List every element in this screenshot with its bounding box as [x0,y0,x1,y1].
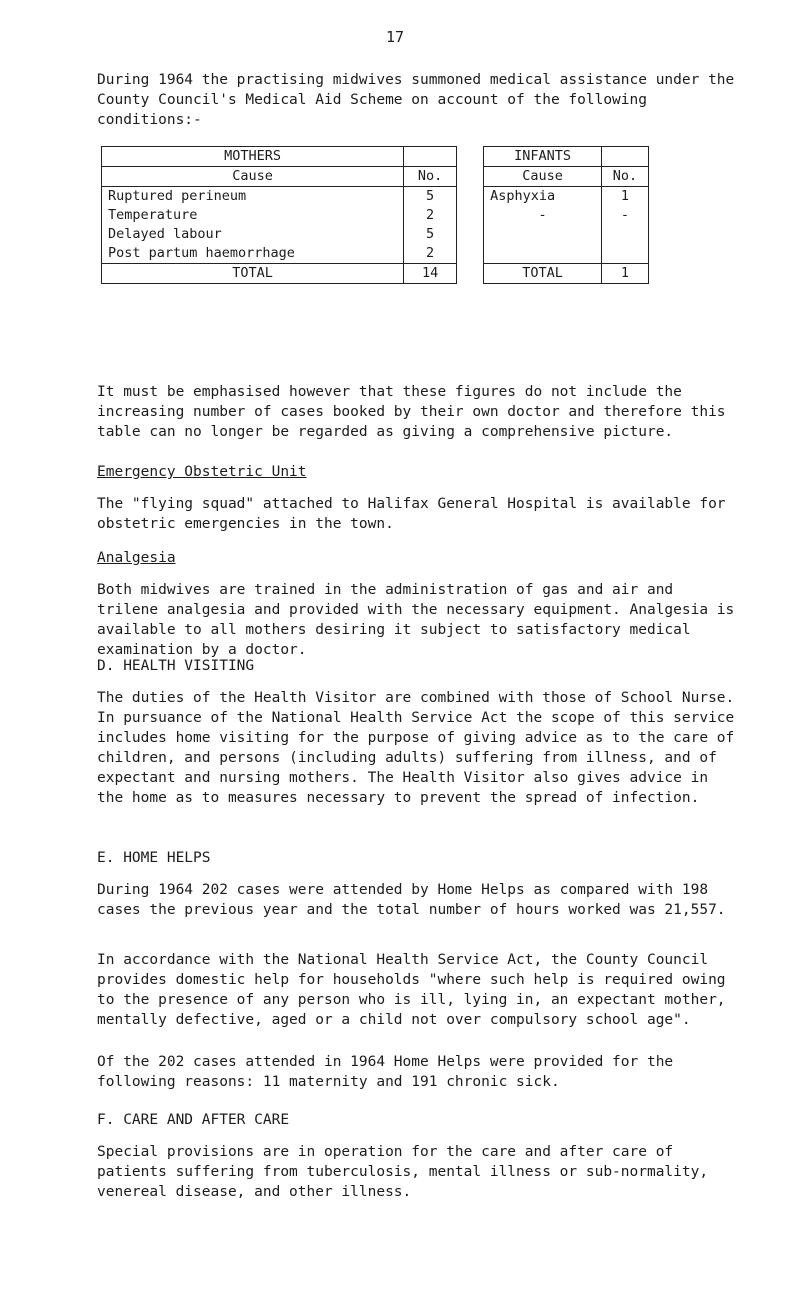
infants-total-value: 1 [602,264,649,284]
mother-cause-cell: Post partum haemorrhage [102,244,404,264]
home-helps-paragraph-2: In accordance with the National Health Service Act, the County Council provides domestic help for households "where such help is required owing to the presence of any person who is ill, lying in, an expectant mother, mentally defective, aged or a child not over compulsory school age". [97,952,726,1028]
home-helps-paragraph-3: Of the 202 cases attended in 1964 Home Helps were provided for the following reasons: 11 maternity and 191 chronic sick. [97,1054,674,1090]
mothers-total-label: TOTAL [102,264,404,284]
emphasis-paragraph: It must be emphasised however that these figures do not include the increasing number of cases booked by their own doctor and therefore this table can no longer be regarded as giving a comprehensive picture. [97,384,726,440]
care-heading: F. CARE AND AFTER CARE [97,1112,290,1128]
medical-aid-table [101,146,649,284]
mother-cause-cell: Delayed labour [102,225,404,244]
emergency-paragraph: The "flying squad" attached to Halifax General Hospital is available for obstetric emergencies in the town. [97,496,726,532]
health-visiting-paragraph: The duties of the Health Visitor are combined with those of School Nurse. In pursuance of the National Health Service Act the scope of this service includes home visiting for the purpose of giving advice as to the care of children, and persons (including adults) suffering from illness, and of expectant and nursing mothers. The Health Visitor also gives advice in the home as to measures necessary to prevent the spread of infection. [97,690,735,806]
infant-cause-cell: - [484,206,602,225]
infants-cause-header: Cause [484,167,602,187]
emergency-heading: Emergency Obstetric Unit [97,464,307,480]
care-paragraph: Special provisions are in operation for the care and after care of patients suffering from tuberculosis, mental illness or sub-normality, venereal disease, and other illness. [97,1144,709,1200]
intro-paragraph: During 1964 the practising midwives summoned medical assistance under the County Council's Medical Aid Scheme on account of the following conditions:- [97,72,735,128]
mothers-cause-header: Cause [102,167,404,187]
mothers-no-header: No. [404,167,457,187]
infant-no-cell: - [602,206,649,225]
mother-no-cell: 2 [404,244,457,264]
infants-no-header: No. [602,167,649,187]
mother-no-cell: 5 [404,187,457,207]
infant-no-cell: 1 [602,187,649,207]
infant-cause-cell: Asphyxia [484,187,602,207]
home-helps-paragraph-1: During 1964 202 cases were attended by Home Helps as compared with 198 cases the previous year and the total number of hours worked was 21,557. [97,882,726,918]
mothers-header: MOTHERS [102,147,404,167]
mother-no-cell: 5 [404,225,457,244]
mother-no-cell: 2 [404,206,457,225]
health-visiting-heading: D. HEALTH VISITING [97,658,255,674]
home-helps-heading: E. HOME HELPS [97,850,211,866]
infants-header: INFANTS [484,147,602,167]
mother-cause-cell: Temperature [102,206,404,225]
mothers-total-value: 14 [404,264,457,284]
page-number: 17 [386,28,405,46]
analgesia-paragraph: Both midwives are trained in the administration of gas and air and trilene analgesia and provided with the necessary equipment. Analgesia is available to all mothers desiring it subject to satisfactory medical examination by a doctor. [97,582,735,658]
infants-total-label: TOTAL [484,264,602,284]
mother-cause-cell: Ruptured perineum [102,187,404,207]
analgesia-heading: Analgesia [97,550,176,566]
